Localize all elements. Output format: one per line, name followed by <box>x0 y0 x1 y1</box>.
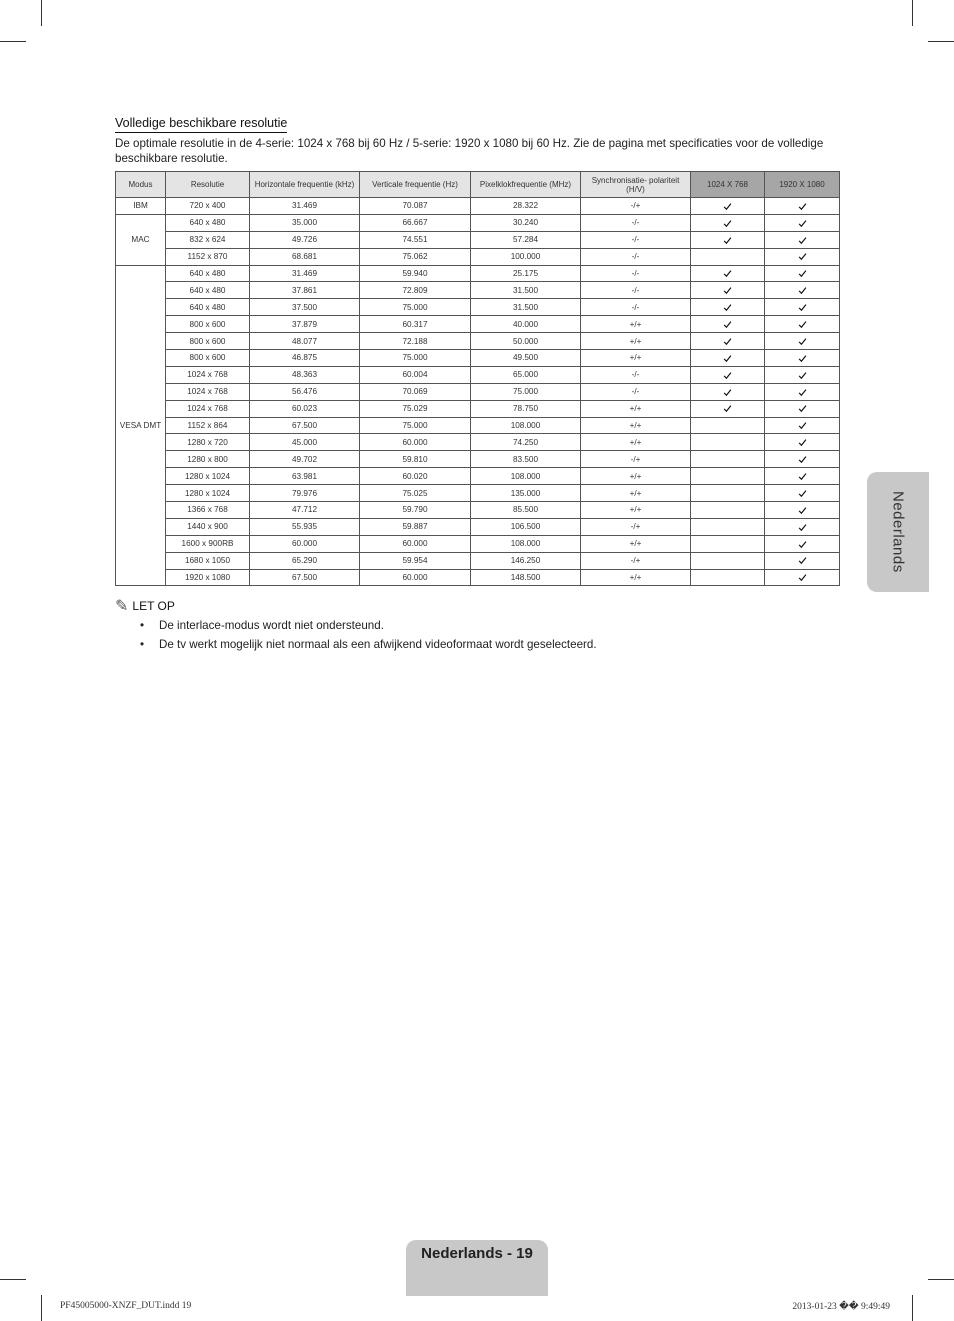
resolution-cell: 800 x 600 <box>166 316 250 333</box>
v-freq-cell: 72.188 <box>360 333 471 350</box>
v-freq-cell: 75.029 <box>360 400 471 417</box>
check-icon <box>723 387 732 396</box>
pixel-clock-cell: 148.500 <box>471 569 581 586</box>
check-icon <box>798 455 807 464</box>
pixel-clock-cell: 100.000 <box>471 248 581 265</box>
resolution-cell: 800 x 600 <box>166 333 250 350</box>
v-freq-cell: 70.069 <box>360 383 471 400</box>
table-row <box>116 282 840 299</box>
table-row <box>116 518 840 535</box>
h-freq-cell: 37.861 <box>250 282 360 299</box>
pixel-clock-cell: 74.250 <box>471 434 581 451</box>
table-header-row <box>116 172 840 198</box>
v-freq-cell: 75.062 <box>360 248 471 265</box>
check-icon <box>723 337 732 346</box>
pixel-clock-cell: 146.250 <box>471 552 581 569</box>
header-1024x768: 1024 X 768 <box>691 172 765 198</box>
table-row <box>116 265 840 282</box>
pixel-clock-cell: 75.000 <box>471 383 581 400</box>
table-row <box>116 198 840 215</box>
check-icon <box>798 522 807 531</box>
table-row <box>116 502 840 519</box>
h-freq-cell: 31.469 <box>250 198 360 215</box>
table-row <box>116 468 840 485</box>
resolution-table <box>115 171 840 586</box>
check-icon <box>798 218 807 227</box>
support-1920-cell <box>765 248 840 265</box>
crop-mark <box>41 0 42 26</box>
support-1920-cell <box>765 265 840 282</box>
table-row <box>116 417 840 434</box>
polarity-cell: +/+ <box>581 502 691 519</box>
h-freq-cell: 65.290 <box>250 552 360 569</box>
check-icon <box>723 353 732 362</box>
pixel-clock-cell: 78.750 <box>471 400 581 417</box>
note-label: LET OP <box>132 599 175 613</box>
check-icon <box>798 573 807 582</box>
h-freq-cell: 48.363 <box>250 366 360 383</box>
support-1920-cell <box>765 282 840 299</box>
h-freq-cell: 67.500 <box>250 417 360 434</box>
resolution-cell: 800 x 600 <box>166 350 250 367</box>
support-1024-cell <box>691 485 765 502</box>
polarity-cell: +/+ <box>581 485 691 502</box>
resolution-cell: 1280 x 1024 <box>166 468 250 485</box>
support-1920-cell <box>765 569 840 586</box>
pixel-clock-cell: 40.000 <box>471 316 581 333</box>
polarity-cell: -/- <box>581 231 691 248</box>
footer-file-info: PF45005000-XNZF_DUT.indd 19 <box>60 1301 192 1311</box>
check-icon <box>798 201 807 210</box>
polarity-cell: -/- <box>581 214 691 231</box>
resolution-cell: 1600 x 900RB <box>166 535 250 552</box>
section-title: Volledige beschikbare resolutie <box>115 115 287 133</box>
table-row <box>116 535 840 552</box>
header-sync-polarity: Synchronisatie- polariteit (H/V) <box>581 172 691 198</box>
check-icon <box>798 320 807 329</box>
h-freq-cell: 45.000 <box>250 434 360 451</box>
support-1024-cell <box>691 569 765 586</box>
check-icon <box>723 286 732 295</box>
resolution-cell: 1920 x 1080 <box>166 569 250 586</box>
pixel-clock-cell: 31.500 <box>471 299 581 316</box>
header-resolutie: Resolutie <box>166 172 250 198</box>
check-icon <box>723 320 732 329</box>
list-item: • De interlace-modus wordt niet ondersteund. <box>140 618 597 637</box>
support-1920-cell <box>765 434 840 451</box>
pixel-clock-cell: 83.500 <box>471 451 581 468</box>
check-icon <box>798 387 807 396</box>
language-side-tab <box>867 472 929 592</box>
pixel-clock-cell: 65.000 <box>471 366 581 383</box>
check-icon <box>723 303 732 312</box>
resolution-cell: 1440 x 900 <box>166 518 250 535</box>
v-freq-cell: 59.790 <box>360 502 471 519</box>
support-1024-cell <box>691 400 765 417</box>
resolution-cell: 1366 x 768 <box>166 502 250 519</box>
crop-mark <box>928 1279 954 1280</box>
v-freq-cell: 75.025 <box>360 485 471 502</box>
support-1024-cell <box>691 552 765 569</box>
resolution-cell: 1280 x 720 <box>166 434 250 451</box>
support-1024-cell <box>691 468 765 485</box>
check-icon <box>798 556 807 565</box>
support-1920-cell <box>765 198 840 215</box>
table-row <box>116 569 840 586</box>
support-1920-cell <box>765 468 840 485</box>
support-1920-cell <box>765 366 840 383</box>
h-freq-cell: 68.681 <box>250 248 360 265</box>
header-pixel-clock: Pixelklokfrequentie (MHz) <box>471 172 581 198</box>
pixel-clock-cell: 25.175 <box>471 265 581 282</box>
resolution-cell: 1152 x 870 <box>166 248 250 265</box>
polarity-cell: +/+ <box>581 316 691 333</box>
support-1920-cell <box>765 518 840 535</box>
v-freq-cell: 66.667 <box>360 214 471 231</box>
support-1920-cell <box>765 417 840 434</box>
v-freq-cell: 72.809 <box>360 282 471 299</box>
support-1024-cell <box>691 231 765 248</box>
polarity-cell: +/+ <box>581 333 691 350</box>
pixel-clock-cell: 49.500 <box>471 350 581 367</box>
support-1024-cell <box>691 214 765 231</box>
resolution-cell: 1024 x 768 <box>166 400 250 417</box>
support-1024-cell <box>691 502 765 519</box>
check-icon <box>798 235 807 244</box>
v-freq-cell: 75.000 <box>360 299 471 316</box>
page-number: Nederlands - 19 <box>406 1240 548 1296</box>
resolution-cell: 1152 x 864 <box>166 417 250 434</box>
support-1920-cell <box>765 485 840 502</box>
h-freq-cell: 46.875 <box>250 350 360 367</box>
pixel-clock-cell: 85.500 <box>471 502 581 519</box>
resolution-cell: 832 x 624 <box>166 231 250 248</box>
check-icon <box>798 269 807 278</box>
table-row <box>116 485 840 502</box>
support-1024-cell <box>691 434 765 451</box>
check-icon <box>798 505 807 514</box>
h-freq-cell: 79.976 <box>250 485 360 502</box>
pixel-clock-cell: 50.000 <box>471 333 581 350</box>
support-1920-cell <box>765 333 840 350</box>
support-1920-cell <box>765 552 840 569</box>
table-row <box>116 383 840 400</box>
polarity-cell: +/+ <box>581 400 691 417</box>
check-icon <box>798 303 807 312</box>
polarity-cell: +/+ <box>581 468 691 485</box>
check-icon <box>723 201 732 210</box>
polarity-cell: -/- <box>581 299 691 316</box>
list-item: • De tv werkt mogelijk niet normaal als een afwijkend videoformaat wordt geselecteerd. <box>140 637 597 656</box>
support-1024-cell <box>691 333 765 350</box>
v-freq-cell: 59.810 <box>360 451 471 468</box>
resolution-cell: 1280 x 800 <box>166 451 250 468</box>
mode-cell: IBM <box>116 198 166 215</box>
support-1024-cell <box>691 518 765 535</box>
check-icon <box>723 269 732 278</box>
v-freq-cell: 59.954 <box>360 552 471 569</box>
support-1024-cell <box>691 383 765 400</box>
polarity-cell: -/+ <box>581 198 691 215</box>
support-1920-cell <box>765 400 840 417</box>
support-1024-cell <box>691 265 765 282</box>
pixel-clock-cell: 31.500 <box>471 282 581 299</box>
resolution-cell: 640 x 480 <box>166 282 250 299</box>
header-vertical-frequency: Verticale frequentie (Hz) <box>360 172 471 198</box>
polarity-cell: -/+ <box>581 552 691 569</box>
crop-mark <box>0 1279 26 1280</box>
check-icon <box>723 235 732 244</box>
header-1920x1080: 1920 X 1080 <box>765 172 840 198</box>
check-icon <box>798 404 807 413</box>
pixel-clock-cell: 108.000 <box>471 417 581 434</box>
h-freq-cell: 48.077 <box>250 333 360 350</box>
h-freq-cell: 49.726 <box>250 231 360 248</box>
h-freq-cell: 63.981 <box>250 468 360 485</box>
check-icon <box>723 404 732 413</box>
h-freq-cell: 60.000 <box>250 535 360 552</box>
check-icon <box>798 286 807 295</box>
h-freq-cell: 47.712 <box>250 502 360 519</box>
check-icon <box>798 438 807 447</box>
table-row <box>116 316 840 333</box>
v-freq-cell: 75.000 <box>360 417 471 434</box>
support-1920-cell <box>765 383 840 400</box>
v-freq-cell: 60.000 <box>360 535 471 552</box>
resolution-cell: 640 x 480 <box>166 299 250 316</box>
crop-mark <box>0 41 26 42</box>
h-freq-cell: 49.702 <box>250 451 360 468</box>
check-icon <box>723 370 732 379</box>
note-heading <box>115 596 175 616</box>
table-row <box>116 248 840 265</box>
polarity-cell: +/+ <box>581 569 691 586</box>
check-icon <box>798 421 807 430</box>
polarity-cell: +/+ <box>581 350 691 367</box>
header-horizontal-frequency: Horizontale frequentie (kHz) <box>250 172 360 198</box>
crop-mark <box>41 1295 42 1321</box>
pencil-icon: ✎ <box>115 598 129 615</box>
pixel-clock-cell: 28.322 <box>471 198 581 215</box>
pixel-clock-cell: 106.500 <box>471 518 581 535</box>
support-1024-cell <box>691 535 765 552</box>
check-icon <box>798 337 807 346</box>
crop-mark <box>912 0 913 26</box>
resolution-cell: 1280 x 1024 <box>166 485 250 502</box>
polarity-cell: +/+ <box>581 434 691 451</box>
table-row <box>116 451 840 468</box>
polarity-cell: +/+ <box>581 535 691 552</box>
polarity-cell: -/+ <box>581 518 691 535</box>
polarity-cell: -/- <box>581 282 691 299</box>
table-row <box>116 434 840 451</box>
resolution-cell: 640 x 480 <box>166 214 250 231</box>
check-icon <box>798 252 807 261</box>
support-1024-cell <box>691 282 765 299</box>
v-freq-cell: 75.000 <box>360 350 471 367</box>
polarity-cell: -/- <box>581 248 691 265</box>
support-1920-cell <box>765 316 840 333</box>
support-1920-cell <box>765 299 840 316</box>
check-icon <box>798 472 807 481</box>
header-modus: Modus <box>116 172 166 198</box>
intro-text: De optimale resolutie in de 4-serie: 1024 x 768 bij 60 Hz / 5-serie: 1920 x 1080 bij 60 Hz. Zie de pagina met specificaties voor de volledige beschikbare resolutie. <box>115 137 824 165</box>
table-row <box>116 366 840 383</box>
crop-mark <box>928 41 954 42</box>
support-1024-cell <box>691 248 765 265</box>
h-freq-cell: 37.500 <box>250 299 360 316</box>
v-freq-cell: 59.887 <box>360 518 471 535</box>
v-freq-cell: 59.940 <box>360 265 471 282</box>
polarity-cell: -/+ <box>581 451 691 468</box>
resolution-cell: 1024 x 768 <box>166 383 250 400</box>
resolution-cell: 1680 x 1050 <box>166 552 250 569</box>
pixel-clock-cell: 57.284 <box>471 231 581 248</box>
polarity-cell: -/- <box>581 383 691 400</box>
resolution-cell: 1024 x 768 <box>166 366 250 383</box>
pixel-clock-cell: 108.000 <box>471 535 581 552</box>
h-freq-cell: 56.476 <box>250 383 360 400</box>
support-1920-cell <box>765 535 840 552</box>
mode-cell: VESA DMT <box>116 265 166 586</box>
resolution-cell: 720 x 400 <box>166 198 250 215</box>
support-1920-cell <box>765 451 840 468</box>
check-icon <box>723 218 732 227</box>
side-tab-label: Nederlands <box>889 491 907 573</box>
support-1024-cell <box>691 198 765 215</box>
pixel-clock-cell: 30.240 <box>471 214 581 231</box>
pixel-clock-cell: 135.000 <box>471 485 581 502</box>
polarity-cell: -/- <box>581 366 691 383</box>
table-row <box>116 214 840 231</box>
mode-cell: MAC <box>116 214 166 265</box>
polarity-cell: -/- <box>581 265 691 282</box>
h-freq-cell: 60.023 <box>250 400 360 417</box>
check-icon <box>798 353 807 362</box>
support-1024-cell <box>691 451 765 468</box>
table-row <box>116 552 840 569</box>
v-freq-cell: 60.004 <box>360 366 471 383</box>
table-row <box>116 231 840 248</box>
v-freq-cell: 60.000 <box>360 434 471 451</box>
polarity-cell: +/+ <box>581 417 691 434</box>
support-1920-cell <box>765 214 840 231</box>
h-freq-cell: 37.879 <box>250 316 360 333</box>
note-list <box>140 618 597 656</box>
support-1024-cell <box>691 316 765 333</box>
table-row <box>116 350 840 367</box>
support-1920-cell <box>765 350 840 367</box>
pixel-clock-cell: 108.000 <box>471 468 581 485</box>
h-freq-cell: 67.500 <box>250 569 360 586</box>
v-freq-cell: 60.000 <box>360 569 471 586</box>
table-row <box>116 400 840 417</box>
support-1920-cell <box>765 231 840 248</box>
table-row <box>116 299 840 316</box>
check-icon <box>798 489 807 498</box>
resolution-cell: 640 x 480 <box>166 265 250 282</box>
support-1024-cell <box>691 417 765 434</box>
footer-timestamp: 2013-01-23 �� 9:49:49 <box>792 1302 890 1312</box>
crop-mark <box>912 1295 913 1321</box>
v-freq-cell: 60.020 <box>360 468 471 485</box>
h-freq-cell: 31.469 <box>250 265 360 282</box>
v-freq-cell: 60.317 <box>360 316 471 333</box>
h-freq-cell: 35.000 <box>250 214 360 231</box>
support-1024-cell <box>691 299 765 316</box>
h-freq-cell: 55.935 <box>250 518 360 535</box>
table-row <box>116 333 840 350</box>
check-icon <box>798 539 807 548</box>
v-freq-cell: 74.551 <box>360 231 471 248</box>
support-1024-cell <box>691 366 765 383</box>
support-1024-cell <box>691 350 765 367</box>
check-icon <box>798 370 807 379</box>
v-freq-cell: 70.087 <box>360 198 471 215</box>
support-1920-cell <box>765 502 840 519</box>
